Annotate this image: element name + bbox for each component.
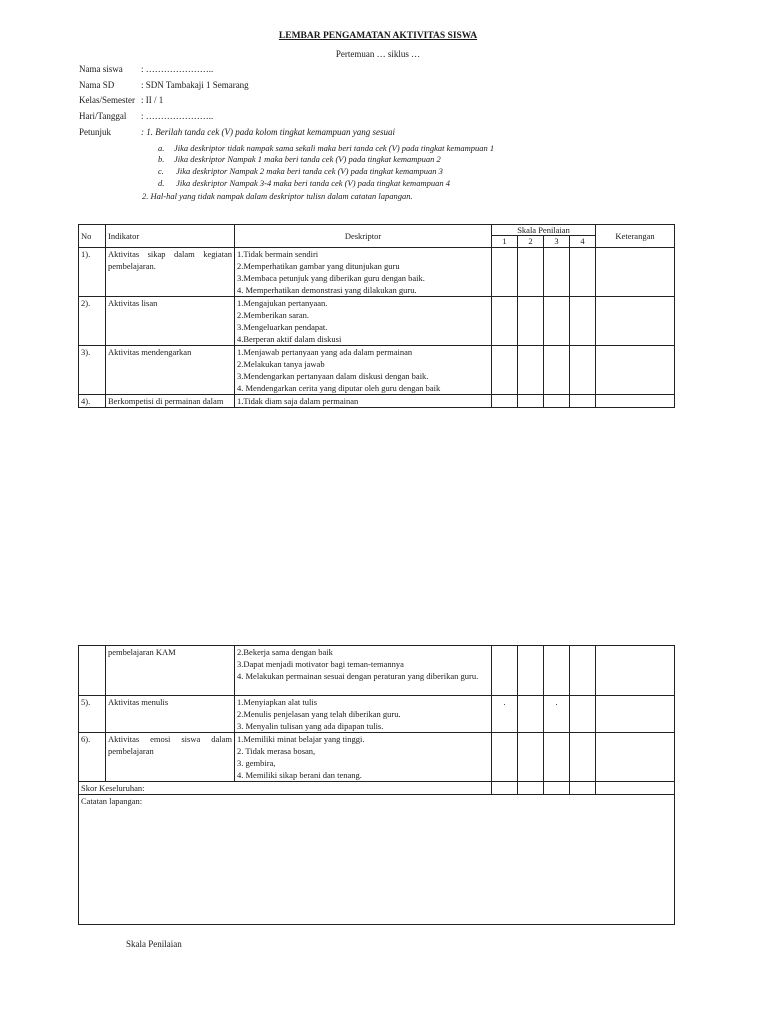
- header-skala-penilaian: Skala Penilaian: [492, 225, 596, 236]
- skor-level-2-cell[interactable]: [518, 782, 544, 795]
- catatan-row: [79, 795, 675, 925]
- table-row: [79, 346, 675, 395]
- level-4-cell[interactable]: [570, 733, 596, 782]
- skala-penilaian-footer: Skala Penilaian: [126, 939, 182, 949]
- keterangan-cell[interactable]: [596, 346, 675, 395]
- row-number: 3).: [79, 346, 106, 395]
- field-nama-siswa: [79, 64, 213, 74]
- level-3-cell[interactable]: [544, 733, 570, 782]
- level-1-cell[interactable]: .: [492, 696, 518, 733]
- row-indikator: Aktivitas lisan: [106, 297, 235, 346]
- level-4-cell[interactable]: [570, 248, 596, 297]
- keterangan-cell[interactable]: [596, 248, 675, 297]
- descriptor-item: 4.Berperan aktif dalam diskusi: [237, 334, 342, 344]
- header-no: No: [79, 225, 106, 248]
- header-level-2: 2: [518, 236, 544, 248]
- field-petunjuk: [79, 127, 395, 137]
- keterangan-cell[interactable]: [596, 395, 675, 408]
- field-value: : …………………..: [141, 111, 214, 121]
- field-value: : 1. Berilah tanda cek (V) pada kolom tingkat kemampuan yang sesuai: [141, 127, 395, 137]
- instruction-marker: a.: [158, 143, 165, 153]
- field-value: : SDN Tambakaji 1 Semarang: [141, 80, 249, 90]
- table-row: [79, 733, 675, 782]
- descriptor-item: 2.Memberikan saran.: [237, 310, 309, 320]
- descriptor-item: 4. Memiliki sikap berani dan tenang.: [237, 770, 362, 780]
- level-2-cell[interactable]: [518, 733, 544, 782]
- instruction-text: Jika deskriptor tidak nampak sama sekali maka beri tanda cek (V) pada tingkat kemampuan 1: [174, 143, 495, 153]
- row-descriptors: [235, 395, 492, 408]
- level-3-cell[interactable]: [544, 346, 570, 395]
- row-number: [79, 646, 106, 696]
- level-4-cell[interactable]: [570, 646, 596, 696]
- instruction-d: [158, 178, 450, 188]
- level-2-cell[interactable]: [518, 346, 544, 395]
- descriptor-item: 1.Menyiapkan alat tulis: [237, 697, 318, 707]
- table-row: [79, 248, 675, 297]
- header-indikator: Indikator: [106, 225, 235, 248]
- skor-level-4-cell[interactable]: [570, 782, 596, 795]
- table-row: [79, 646, 675, 696]
- level-3-cell[interactable]: .: [544, 696, 570, 733]
- row-indikator: Aktivitas menulis: [106, 696, 235, 733]
- field-value: : II / 1: [141, 95, 164, 105]
- level-1-cell[interactable]: [492, 395, 518, 408]
- table-header-row: [79, 225, 675, 236]
- table-row: [79, 297, 675, 346]
- meeting-cycle-subtitle: Pertemuan … siklus …: [335, 49, 421, 59]
- field-label: Nama SD: [79, 80, 115, 90]
- instruction-marker: d.: [158, 178, 165, 188]
- instruction-2: 2. Hal-hal yang tidak nampak dalam deskriptor tulisn dalam catatan lapangan.: [142, 191, 413, 201]
- descriptor-item: 3. gembira,: [237, 758, 276, 768]
- row-descriptors: [235, 696, 492, 733]
- descriptor-item: 3.Dapat menjadi motivator bagi teman-temannya: [237, 659, 404, 669]
- field-value: : …………………..: [141, 64, 214, 74]
- keterangan-cell[interactable]: [596, 646, 675, 696]
- skor-level-3-cell[interactable]: [544, 782, 570, 795]
- level-3-cell[interactable]: [544, 297, 570, 346]
- descriptor-item: 1.Mengajukan pertanyaan.: [237, 298, 328, 308]
- level-1-cell[interactable]: [492, 248, 518, 297]
- level-2-cell[interactable]: [518, 696, 544, 733]
- descriptor-item: 3.Mendengarkan pertanyaan dalam diskusi dengan baik.: [237, 371, 429, 381]
- row-descriptors: [235, 346, 492, 395]
- descriptor-item: 3.Mengeluarkan pendapat.: [237, 322, 328, 332]
- level-1-cell[interactable]: [492, 646, 518, 696]
- descriptor-item: 2.Bekerja sama dengan baik: [237, 647, 333, 657]
- descriptor-item: 2.Melakukan tanya jawab: [237, 359, 325, 369]
- header-deskriptor: Deskriptor: [235, 225, 492, 248]
- level-4-cell[interactable]: [570, 395, 596, 408]
- field-label: Petunjuk: [79, 127, 112, 137]
- instruction-text: Jika deskriptor Nampak 1 maka beri tanda cek (V) pada tingkat kemampuan 2: [174, 154, 441, 164]
- row-number: 2).: [79, 297, 106, 346]
- descriptor-item: 1.Tidak bermain sendiri: [237, 249, 319, 259]
- keterangan-cell[interactable]: [596, 733, 675, 782]
- field-nama-sd: [79, 80, 249, 90]
- descriptor-item: 1.Tidak diam saja dalam permainan: [237, 396, 359, 406]
- row-indikator: Aktivitas sikap dalam kegiatan pembelajaran.: [106, 248, 235, 297]
- instruction-text: Jika deskriptor Nampak 2 maka beri tanda cek (V) pada tingkat kemampuan 3: [174, 166, 443, 176]
- descriptor-item: 2.Memperhatikan gambar yang ditunjukan guru: [237, 261, 400, 271]
- row-number: 6).: [79, 733, 106, 782]
- field-label: Kelas/Semester: [79, 95, 135, 105]
- instruction-a: [158, 143, 494, 153]
- row-number: 1).: [79, 248, 106, 297]
- level-2-cell[interactable]: [518, 297, 544, 346]
- descriptor-item: 4. Melakukan permainan sesuai dengan peraturan yang diberikan guru.: [237, 671, 479, 681]
- row-indikator: Berkompetisi di permainan dalam: [106, 395, 235, 408]
- instruction-marker: c.: [158, 166, 164, 176]
- instruction-c: [158, 166, 443, 176]
- page-title: LEMBAR PENGAMATAN AKTIVITAS SISWA: [278, 31, 478, 41]
- level-4-cell[interactable]: [570, 346, 596, 395]
- skor-keseluruhan-label: Skor Keseluruhan:: [79, 782, 492, 795]
- instruction-b: [158, 154, 441, 164]
- row-descriptors: [235, 733, 492, 782]
- descriptor-item: 4. Mendengarkan cerita yang diputar oleh guru dengan baik: [237, 383, 441, 393]
- level-1-cell[interactable]: [492, 733, 518, 782]
- row-indikator: Aktivitas emosi siswa dalam pembelajaran: [106, 733, 235, 782]
- row-number: 5).: [79, 696, 106, 733]
- header-level-3: 3: [544, 236, 570, 248]
- level-2-cell[interactable]: [518, 248, 544, 297]
- level-3-cell[interactable]: [544, 395, 570, 408]
- row-descriptors: [235, 646, 492, 696]
- descriptor-item: 3.Membaca petunjuk yang diberikan guru dengan baik.: [237, 273, 425, 283]
- row-number: 4).: [79, 395, 106, 408]
- skor-keterangan-cell[interactable]: [596, 782, 675, 795]
- descriptor-item: 3. Menyalin tulisan yang ada dipapan tulis.: [237, 721, 384, 731]
- row-indikator: pembelajaran KAM: [106, 646, 235, 696]
- header-level-4: 4: [570, 236, 596, 248]
- keterangan-cell[interactable]: [596, 297, 675, 346]
- level-1-cell[interactable]: [492, 346, 518, 395]
- field-label: Nama siswa: [79, 64, 123, 74]
- row-descriptors: [235, 248, 492, 297]
- descriptor-item: 1.Memiliki minat belajar yang tinggi.: [237, 734, 365, 744]
- table-row: [79, 395, 675, 408]
- header-level-1: 1: [492, 236, 518, 248]
- level-3-cell[interactable]: [544, 248, 570, 297]
- field-kelas-semester: [79, 95, 163, 105]
- level-2-cell[interactable]: [518, 395, 544, 408]
- header-keterangan: Keterangan: [596, 225, 675, 248]
- row-indikator: Aktivitas mendengarkan: [106, 346, 235, 395]
- skor-row: [79, 782, 675, 795]
- descriptor-item: 2. Tidak merasa bosan,: [237, 746, 316, 756]
- row-descriptors: [235, 297, 492, 346]
- observation-table-part2: [78, 645, 675, 925]
- table-row: [79, 696, 675, 733]
- descriptor-item: 1.Menjawab pertanyaan yang ada dalam permainan: [237, 347, 413, 357]
- observation-table-part1: [78, 224, 675, 408]
- instruction-marker: b.: [158, 154, 165, 164]
- level-1-cell[interactable]: [492, 297, 518, 346]
- level-4-cell[interactable]: [570, 696, 596, 733]
- level-4-cell[interactable]: [570, 297, 596, 346]
- instruction-text: Jika deskriptor Nampak 3-4 maka beri tanda cek (V) pada tingkat kemampuan 4: [174, 178, 450, 188]
- skor-level-1-cell[interactable]: [492, 782, 518, 795]
- field-hari-tanggal: [79, 111, 213, 121]
- level-3-cell[interactable]: [544, 646, 570, 696]
- field-label: Hari/Tanggal: [79, 111, 127, 121]
- catatan-lapangan-box[interactable]: Catatan lapangan:: [79, 795, 675, 925]
- level-2-cell[interactable]: [518, 646, 544, 696]
- descriptor-item: 2.Menulis penjelasan yang telah diberikan guru.: [237, 709, 401, 719]
- keterangan-cell[interactable]: [596, 696, 675, 733]
- descriptor-item: 4. Memperhatikan demonstrasi yang dilakukan guru.: [237, 285, 417, 295]
